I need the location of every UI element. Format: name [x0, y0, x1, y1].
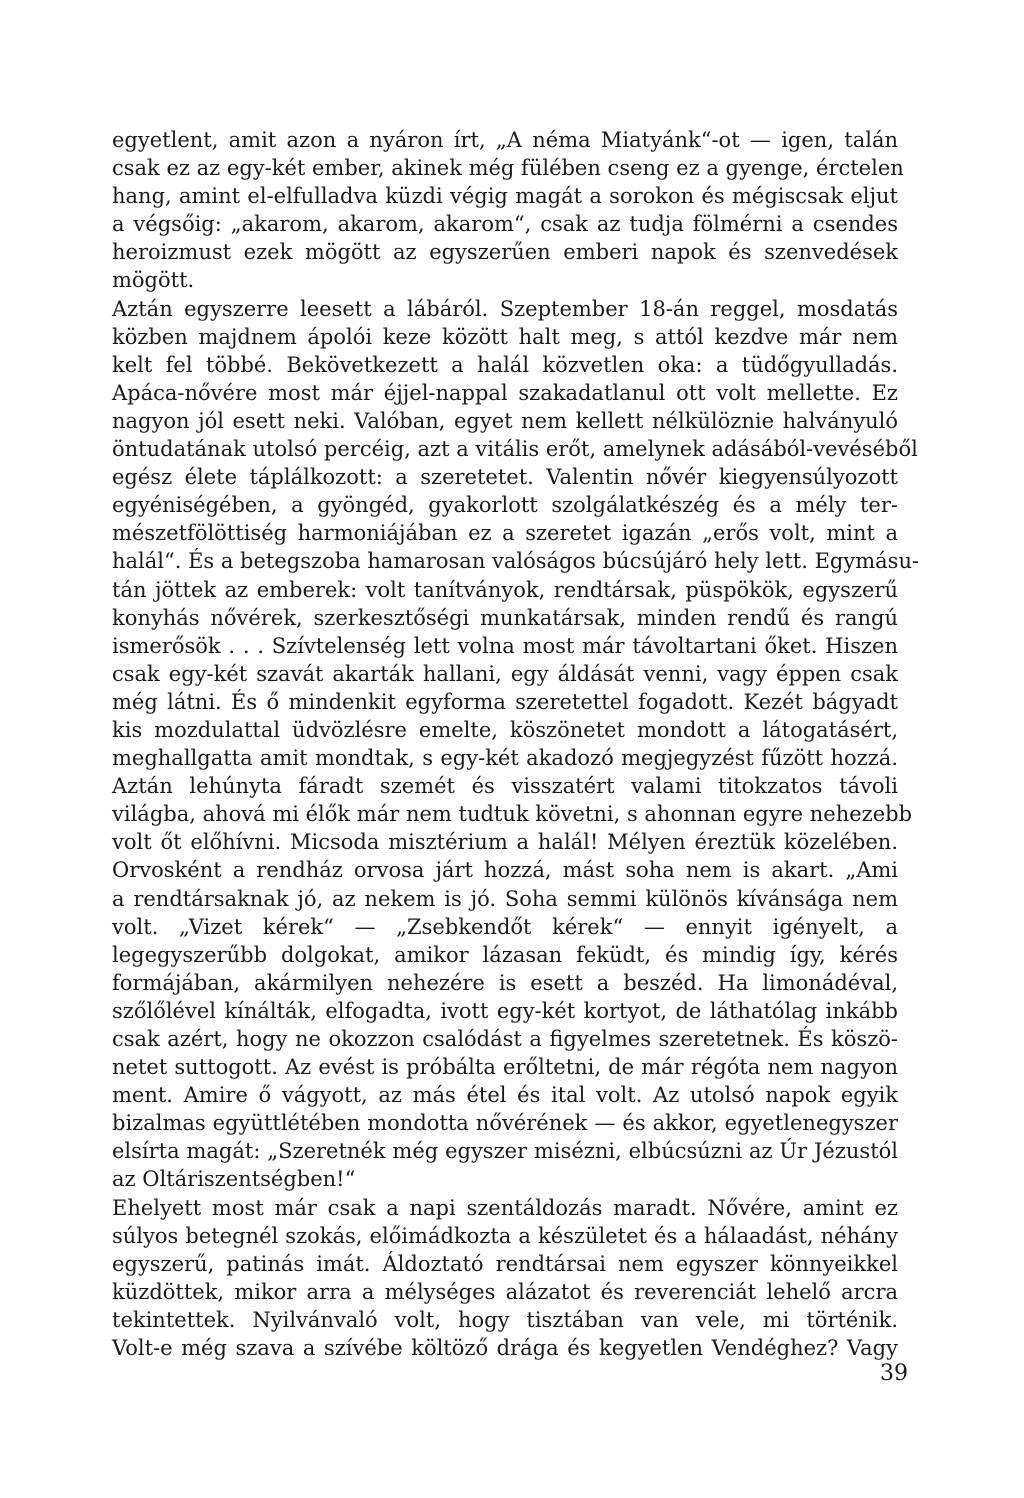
text-line: elsírta magát: „Szeretnék még egyszer misézni, elbúcsúzni az Úr Jézustól [112, 1139, 898, 1164]
text-line: mögött. [112, 268, 195, 293]
text-line: nagyon jól esett neki. Valóban, egyet nem kellett nélkülöznie halványuló [112, 408, 898, 433]
text-line: tekintettek. Nyilvánvaló volt, hogy tisztában van vele, mi történik. [112, 1307, 898, 1332]
text-line: küzdöttek, mikor arra a mélységes alázatot és reverenciát lehelő arcra [112, 1279, 898, 1304]
text-line: ment. Amire ő vágyott, az más étel és ital volt. Az utolsó napok egyik [112, 1083, 898, 1108]
text-line: meghallgatta amit mondtak, s egy-két akadozó megjegyzést fűzött hozzá. [112, 746, 898, 771]
text-line: Orvosként a rendház orvosa járt hozzá, mást soha nem is akart. „Ami [112, 858, 898, 883]
text-line: szőlőlével kínálták, elfogadta, ivott egy-két kortyot, de láthatólag inkább [112, 998, 898, 1023]
text-line: kelt fel többé. Bekövetkezett a halál közvetlen oka: a tüdőgyulladás. [112, 352, 898, 377]
text-line: egyszerű, patinás imát. Áldoztató rendtársai nem egyszer könnyeikkel [112, 1251, 898, 1276]
text-line: egész élete táplálkozott: a szeretetet. Valentin nővér kiegyensúlyozott [112, 465, 898, 490]
body-text [112, 126, 920, 1362]
text-line: csak egy-két szavát akarták hallani, egy áldását venni, vagy éppen csak [112, 661, 898, 686]
text-line: legegyszerűbb dolgokat, amikor lázasan feküdt, és mindig így, kérés [112, 942, 898, 967]
text-line: súlyos betegnél szokás, előimádkozta a készületet és a hálaadást, néhány [112, 1223, 898, 1248]
text-line: volt. „Vizet kérek“ — „Zsebkendőt kérek“ — ennyit igényelt, a [112, 914, 898, 939]
text-line: Apáca-nővére most már éjjel-nappal szakadatlanul ott volt mellette. Ez [112, 380, 898, 405]
text-line: Volt-e még szava a szívébe költöző drága és kegyetlen Vendéghez? Vagy [112, 1336, 898, 1361]
text-line: világba, ahová mi élők már nem tudtuk követni, s ahonnan egyre nehezebb [112, 802, 913, 827]
text-line: egyéniségében, a gyöngéd, gyakorlott szolgálatkészég és a mély ter- [112, 493, 898, 518]
text-line: Aztán egyszerre leesett a lábáról. Szeptember 18-án reggel, mosdatás [112, 296, 898, 321]
text-line: hang, amint el-elfulladva küzdi végig magát a sorokon és mégiscsak eljut [112, 184, 898, 209]
text-line: Aztán lehúnyta fáradt szemét és visszatért valami titokzatos távoli [112, 774, 898, 799]
text-line: bizalmas együttlétében mondotta nővérének — és akkor, egyetlenegyszer [112, 1111, 898, 1136]
text-line: halál“. És a betegszoba hamarosan valóságos búcsújáró hely lett. Egymásu- [112, 549, 920, 574]
text-line: közben majdnem ápolói keze között halt meg, s attól kezdve már nem [112, 324, 898, 349]
text-line: öntudatának utolsó percéig, azt a vitális erőt, amelynek adásából-vevéséből [112, 437, 918, 462]
text-line: a végsőig: „akarom, akarom, akarom“, csak az tudja fölmérni a csendes [112, 212, 898, 237]
text-line: egyetlent, amit azon a nyáron írt, „A néma Miatyánk“-ot — igen, talán [112, 128, 898, 152]
text-line: csak azért, hogy ne okozzon csalódást a figyelmes szeretetnek. És köszö- [112, 1027, 898, 1051]
text-line: netet suttogott. Az evést is próbálta erőltetni, de már régóta nem nagyon [112, 1055, 898, 1080]
text-line: ismerősök . . . Szívtelenség lett volna most már távoltartani őket. Hiszen [112, 633, 898, 658]
text-line: heroizmust ezek mögött az egyszerűen emberi napok és szenvedések [112, 240, 898, 265]
page-number: 39 [880, 1361, 908, 1386]
text-line: a rendtársaknak jó, az nekem is jó. Soha semmi különös kívánsága nem [112, 886, 898, 911]
text-line: Ehelyett most már csak a napi szentáldozás maradt. Nővére, amint ez [112, 1195, 898, 1220]
text-line: formájában, akármilyen nehezére is esett a beszéd. Ha limonádéval, [112, 970, 898, 995]
text-line: volt őt előhívni. Micsoda misztérium a halál! Mélyen éreztük közelében. [112, 830, 898, 855]
text-line: még látni. És ő mindenkit egyforma szeretettel fogadott. Kezét bágyadt [112, 689, 898, 714]
text-line: az Oltáriszentségben!“ [112, 1167, 356, 1192]
text-line: mészetfölöttiség harmoniájában ez a szeretet igazán „erős volt, mint a [112, 521, 898, 546]
text-line: csak ez az egy-két ember, akinek még fülében cseng ez a gyenge, érctelen [112, 156, 904, 181]
text-line: tán jöttek az emberek: volt tanítványok, rendtársak, püspökök, egyszerű [112, 577, 898, 602]
text-line: konyhás nővérek, szerkesztőségi munkatársak, minden rendű és rangú [112, 605, 898, 630]
text-line: kis mozdulattal üdvözlésre emelte, köszönetet mondott a látogatásért, [112, 717, 898, 742]
